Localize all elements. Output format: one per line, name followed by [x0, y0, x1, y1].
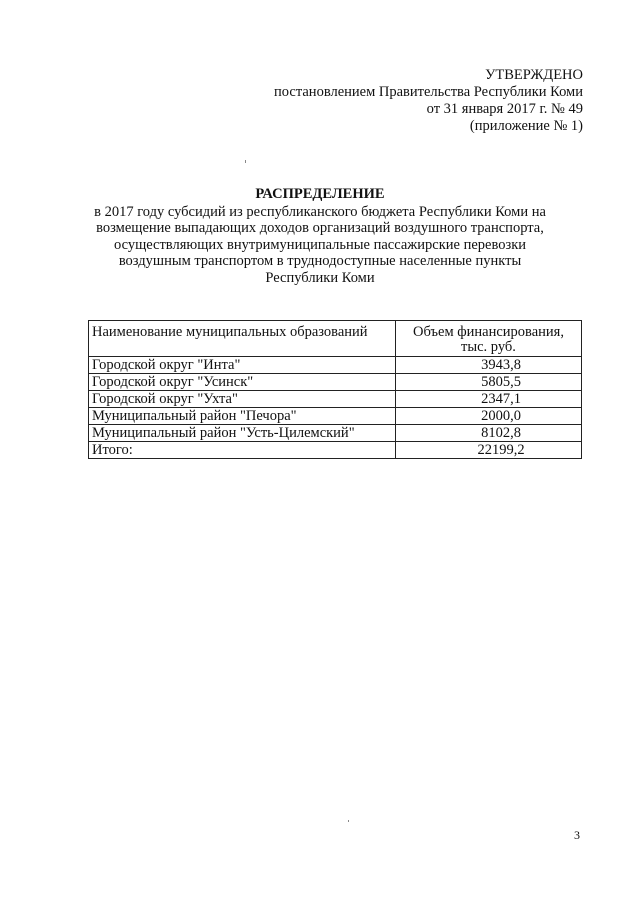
- header-amount: [396, 321, 582, 357]
- heading-line-5: Республики Коми: [265, 269, 375, 286]
- table-row: [89, 374, 582, 391]
- heading-line-2: возмещение выпадающих доходов организаций воздушного транспорта,: [96, 220, 544, 236]
- table-row: [89, 391, 582, 408]
- table-row: [89, 425, 582, 442]
- header-municipality: Наименование муниципальных образований: [89, 321, 396, 357]
- distribution-table: [88, 320, 582, 459]
- row-municipality: Муниципальный район "Усть-Цилемский": [89, 425, 396, 442]
- table-row: [89, 408, 582, 425]
- heading-line-1: в 2017 году субсидий из республиканского бюджета Республики Коми на: [94, 203, 546, 220]
- header-amount-line-1: Объем финансирования,: [413, 324, 564, 340]
- approval-appendix: (приложение № 1): [469, 118, 583, 134]
- heading-line-3: осуществляющих внутримуниципальные пассажирские перевозки: [113, 236, 527, 253]
- scan-speck: [245, 160, 246, 163]
- total-label: Итого:: [89, 442, 396, 459]
- page-number: 3: [574, 828, 580, 842]
- approval-authority: постановлением Правительства Республики Коми: [274, 84, 583, 100]
- document-heading: [0, 186, 640, 286]
- row-municipality: Городской округ "Ухта": [89, 391, 396, 408]
- document-title: РАСПРЕДЕЛЕНИЕ: [255, 186, 385, 202]
- row-amount: 3943,8: [396, 357, 582, 374]
- row-municipality: Городской округ "Инта": [89, 357, 396, 374]
- table-row: [89, 357, 582, 374]
- approval-title: УТВЕРЖДЕНО: [485, 67, 583, 83]
- row-amount: 2000,0: [396, 408, 582, 425]
- table-total-row: [89, 442, 582, 459]
- approval-date-number: от 31 января 2017 г. № 49: [426, 101, 583, 117]
- row-amount: 8102,8: [396, 425, 582, 442]
- header-amount-line-2: тыс. руб.: [461, 339, 516, 355]
- scan-speck: [348, 820, 349, 822]
- row-municipality: Муниципальный район "Печора": [89, 408, 396, 425]
- approval-block: [274, 67, 583, 135]
- row-amount: 2347,1: [396, 391, 582, 408]
- row-amount: 5805,5: [396, 374, 582, 391]
- row-municipality: Городской округ "Усинск": [89, 374, 396, 391]
- heading-line-4: воздушным транспортом в труднодоступные населенные пункты: [118, 253, 522, 269]
- table-header-row: [89, 321, 582, 357]
- total-amount: 22199,2: [396, 442, 582, 459]
